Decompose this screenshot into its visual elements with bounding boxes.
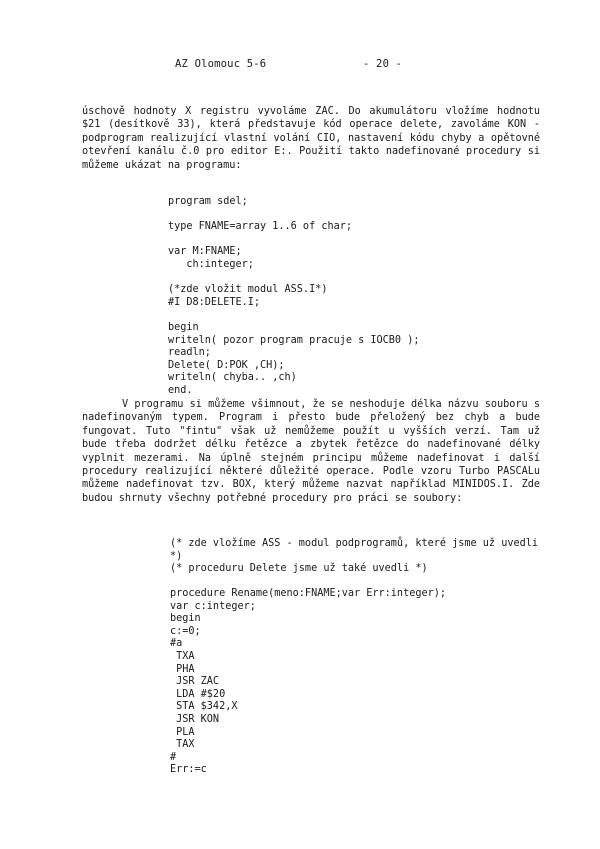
code-line: TXA (170, 650, 195, 662)
code-line (168, 309, 548, 322)
code-line: writeln( chyba.. ,ch) (168, 372, 297, 384)
paragraph-text: V programu si můžeme všimnout, že se neshoduje délka názvu souboru s nadefinovaným typem. Program i přesto bude přeložený bez chyb a bude fungovat. Tuto "fintu" však už nemůžeme použít u vyšších verzí. Tam už bude třeba dodržet délku řetězce a zbytek řetězce do nadefinované délky vyplnit mezerami. Na úplně stejném principu můžeme nadefinovat i další procedury realizující některé důležité operace. Podle vzoru Turbo PASCALu můžeme nadefinovat tzv. BOX, který můžeme nazvat například MINIDOS.I. Zde budou shrnuty všechny potřebné procedury pro práci se soubory: (82, 399, 540, 504)
code-line: PHA (170, 663, 195, 675)
code-block-rename (170, 588, 550, 777)
code-line: program sdel; (168, 196, 248, 207)
code-line: #a (170, 638, 183, 650)
code-line: PLA (170, 726, 195, 738)
code-line (168, 234, 548, 247)
code-line: end. (168, 384, 193, 396)
code-block-sdel (168, 196, 548, 398)
code-line: LDA #$20 (170, 688, 226, 700)
paragraph-text: úschově hodnoty X registru vyvoláme ZAC. Do akumulátoru vložíme hodnotu $21 (desítkově 33), která představuje kód operace delete, zavoláme KON - podprogram realizující vlastní volání CIO, nastavení kódu chyby a opětovné otevření kanálu č.0 pro editor E:. Použití takto nadefinované procedury si můžeme ukázat na programu: (82, 106, 540, 171)
code-line: var c:integer; (170, 600, 256, 612)
code-line: ch:integer; (168, 258, 254, 270)
code-line: procedure Rename(meno:FNAME;var Err:integer); (170, 588, 447, 599)
code-line: (* zde vložíme ASS - modul podprogramů, které jsme už uvedli *) (170, 538, 539, 562)
code-line (168, 209, 548, 222)
header-title: AZ Olomouc 5-6 (175, 58, 267, 70)
code-line: (*zde vložit modul ASS.I*) (168, 284, 328, 296)
code-line: readln; (168, 347, 211, 359)
code-line: begin (168, 321, 199, 333)
code-line: begin (170, 613, 201, 625)
code-line: c:=0; (170, 625, 201, 637)
code-line: Delete( D:POK ,CH); (168, 359, 285, 371)
code-line: type FNAME=array 1..6 of char; (168, 221, 353, 233)
code-line: JSR KON (170, 713, 220, 725)
code-line: JSR ZAC (170, 676, 220, 688)
code-line: #I D8:DELETE.I; (168, 296, 261, 308)
code-line: writeln( pozor program pracuje s IOCB0 ); (168, 334, 420, 346)
code-line: # (170, 751, 177, 763)
code-line: Err:=c (170, 764, 207, 776)
code-line: TAX (170, 739, 195, 751)
code-line (168, 272, 548, 285)
code-line: var M:FNAME; (168, 246, 242, 258)
page-number: - 20 - (363, 58, 403, 70)
code-line: (* proceduru Delete jsme už také uvedli *) (170, 563, 428, 575)
paragraph-intro (82, 105, 540, 172)
code-block-comments (170, 538, 545, 576)
code-line: STA $342,X (170, 701, 238, 713)
paragraph-explanation (82, 398, 540, 505)
